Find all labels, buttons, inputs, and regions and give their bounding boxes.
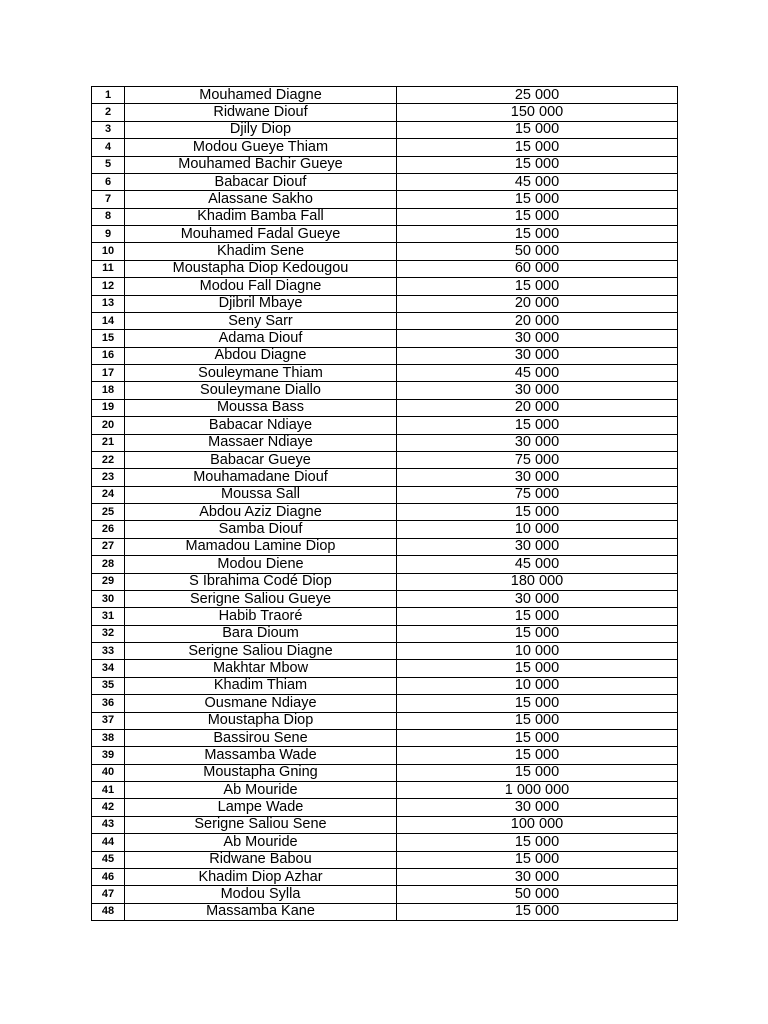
table-row [92,243,678,260]
row-number: 32 [92,625,125,642]
row-number: 39 [92,747,125,764]
amount-value: 20 000 [397,295,678,312]
row-number: 5 [92,156,125,173]
person-name: Mouhamed Fadal Gueye [125,226,397,243]
row-number: 20 [92,417,125,434]
row-number: 4 [92,139,125,156]
table-row [92,191,678,208]
amount-value: 15 000 [397,504,678,521]
person-name: Babacar Gueye [125,451,397,468]
amount-value: 45 000 [397,173,678,190]
row-number: 18 [92,382,125,399]
row-number: 9 [92,226,125,243]
amount-value: 30 000 [397,469,678,486]
row-number: 21 [92,434,125,451]
table-row [92,226,678,243]
row-number: 23 [92,469,125,486]
person-name: Souleymane Diallo [125,382,397,399]
row-number: 17 [92,365,125,382]
contribution-table [91,86,678,921]
table-row [92,121,678,138]
table-row [92,538,678,555]
person-name: Moustapha Diop [125,712,397,729]
person-name: Modou Fall Diagne [125,278,397,295]
person-name: Bara Dioum [125,625,397,642]
amount-value: 180 000 [397,573,678,590]
table-row [92,87,678,104]
amount-value: 30 000 [397,538,678,555]
amount-value: 15 000 [397,729,678,746]
table-row [92,260,678,277]
table-row [92,504,678,521]
row-number: 35 [92,677,125,694]
amount-value: 15 000 [397,834,678,851]
person-name: Modou Diene [125,556,397,573]
table-row [92,816,678,833]
table-row [92,521,678,538]
amount-value: 50 000 [397,886,678,903]
table-row [92,156,678,173]
person-name: Mamadou Lamine Diop [125,538,397,555]
person-name: Adama Diouf [125,330,397,347]
row-number: 14 [92,312,125,329]
row-number: 7 [92,191,125,208]
table-row [92,851,678,868]
amount-value: 30 000 [397,347,678,364]
table-row [92,625,678,642]
table-row [92,295,678,312]
row-number: 37 [92,712,125,729]
amount-value: 15 000 [397,208,678,225]
amount-value: 10 000 [397,643,678,660]
person-name: Ridwane Diouf [125,104,397,121]
amount-value: 15 000 [397,747,678,764]
person-name: Djily Diop [125,121,397,138]
person-name: Massamba Wade [125,747,397,764]
table-row [92,695,678,712]
amount-value: 15 000 [397,278,678,295]
person-name: Habib Traoré [125,608,397,625]
row-number: 26 [92,521,125,538]
person-name: Massamba Kane [125,903,397,920]
amount-value: 15 000 [397,625,678,642]
table-row [92,104,678,121]
person-name: Moustapha Diop Kedougou [125,260,397,277]
person-name: Alassane Sakho [125,191,397,208]
amount-value: 30 000 [397,330,678,347]
person-name: Seny Sarr [125,312,397,329]
row-number: 25 [92,504,125,521]
person-name: Modou Sylla [125,886,397,903]
row-number: 11 [92,260,125,277]
amount-value: 50 000 [397,243,678,260]
row-number: 40 [92,764,125,781]
amount-value: 25 000 [397,87,678,104]
person-name: Modou Gueye Thiam [125,139,397,156]
table-row [92,573,678,590]
table-row [92,330,678,347]
person-name: Mouhamadane Diouf [125,469,397,486]
row-number: 34 [92,660,125,677]
person-name: Ab Mouride [125,782,397,799]
table-row [92,590,678,607]
table-row [92,764,678,781]
row-number: 44 [92,834,125,851]
row-number: 2 [92,104,125,121]
row-number: 22 [92,451,125,468]
amount-value: 15 000 [397,139,678,156]
row-number: 27 [92,538,125,555]
person-name: Lampe Wade [125,799,397,816]
amount-value: 15 000 [397,660,678,677]
person-name: Djibril Mbaye [125,295,397,312]
table-row [92,556,678,573]
person-name: Abdou Aziz Diagne [125,504,397,521]
row-number: 41 [92,782,125,799]
table-row [92,469,678,486]
amount-value: 30 000 [397,434,678,451]
amount-value: 75 000 [397,451,678,468]
person-name: Moussa Bass [125,399,397,416]
amount-value: 10 000 [397,677,678,694]
amount-value: 15 000 [397,903,678,920]
row-number: 13 [92,295,125,312]
table-row [92,399,678,416]
table-row [92,486,678,503]
person-name: Abdou Diagne [125,347,397,364]
table-row [92,365,678,382]
amount-value: 10 000 [397,521,678,538]
amount-value: 100 000 [397,816,678,833]
amount-value: 15 000 [397,712,678,729]
amount-value: 45 000 [397,365,678,382]
person-name: Samba Diouf [125,521,397,538]
table-row [92,382,678,399]
table-row [92,347,678,364]
person-name: Serigne Saliou Diagne [125,643,397,660]
amount-value: 45 000 [397,556,678,573]
table-row [92,643,678,660]
person-name: Khadim Thiam [125,677,397,694]
table-row [92,799,678,816]
row-number: 16 [92,347,125,364]
person-name: Ousmane Ndiaye [125,695,397,712]
table-row [92,608,678,625]
person-name: Makhtar Mbow [125,660,397,677]
amount-value: 15 000 [397,695,678,712]
row-number: 10 [92,243,125,260]
person-name: Ridwane Babou [125,851,397,868]
amount-value: 20 000 [397,312,678,329]
amount-value: 60 000 [397,260,678,277]
row-number: 45 [92,851,125,868]
row-number: 42 [92,799,125,816]
table-row [92,434,678,451]
row-number: 24 [92,486,125,503]
person-name: Moustapha Gning [125,764,397,781]
row-number: 33 [92,643,125,660]
row-number: 36 [92,695,125,712]
person-name: S Ibrahima Codé Diop [125,573,397,590]
table-row [92,886,678,903]
amount-value: 15 000 [397,156,678,173]
person-name: Souleymane Thiam [125,365,397,382]
person-name: Babacar Ndiaye [125,417,397,434]
row-number: 48 [92,903,125,920]
table-row [92,208,678,225]
table-row [92,451,678,468]
row-number: 8 [92,208,125,225]
amount-value: 30 000 [397,382,678,399]
row-number: 1 [92,87,125,104]
person-name: Serigne Saliou Gueye [125,590,397,607]
amount-value: 15 000 [397,417,678,434]
person-name: Khadim Diop Azhar [125,868,397,885]
amount-value: 15 000 [397,121,678,138]
row-number: 28 [92,556,125,573]
amount-value: 20 000 [397,399,678,416]
row-number: 30 [92,590,125,607]
table-row [92,312,678,329]
person-name: Khadim Bamba Fall [125,208,397,225]
table-row [92,417,678,434]
amount-value: 15 000 [397,764,678,781]
amount-value: 15 000 [397,226,678,243]
amount-value: 75 000 [397,486,678,503]
row-number: 15 [92,330,125,347]
row-number: 31 [92,608,125,625]
person-name: Massaer Ndiaye [125,434,397,451]
amount-value: 30 000 [397,590,678,607]
table-row [92,903,678,920]
row-number: 38 [92,729,125,746]
table-row [92,278,678,295]
table-row [92,139,678,156]
table-row [92,834,678,851]
person-name: Moussa Sall [125,486,397,503]
table-row [92,747,678,764]
row-number: 43 [92,816,125,833]
amount-value: 30 000 [397,799,678,816]
table-row [92,712,678,729]
row-number: 29 [92,573,125,590]
amount-value: 15 000 [397,191,678,208]
table-row [92,660,678,677]
row-number: 3 [92,121,125,138]
table-row [92,729,678,746]
row-number: 46 [92,868,125,885]
person-name: Serigne Saliou Sene [125,816,397,833]
table-row [92,677,678,694]
table-row [92,868,678,885]
row-number: 19 [92,399,125,416]
person-name: Khadim Sene [125,243,397,260]
amount-value: 150 000 [397,104,678,121]
person-name: Bassirou Sene [125,729,397,746]
person-name: Ab Mouride [125,834,397,851]
table-row [92,782,678,799]
table-row [92,173,678,190]
amount-value: 30 000 [397,868,678,885]
person-name: Babacar Diouf [125,173,397,190]
table-body [92,87,678,921]
row-number: 6 [92,173,125,190]
person-name: Mouhamed Bachir Gueye [125,156,397,173]
amount-value: 15 000 [397,608,678,625]
person-name: Mouhamed Diagne [125,87,397,104]
amount-value: 1 000 000 [397,782,678,799]
row-number: 12 [92,278,125,295]
row-number: 47 [92,886,125,903]
amount-value: 15 000 [397,851,678,868]
